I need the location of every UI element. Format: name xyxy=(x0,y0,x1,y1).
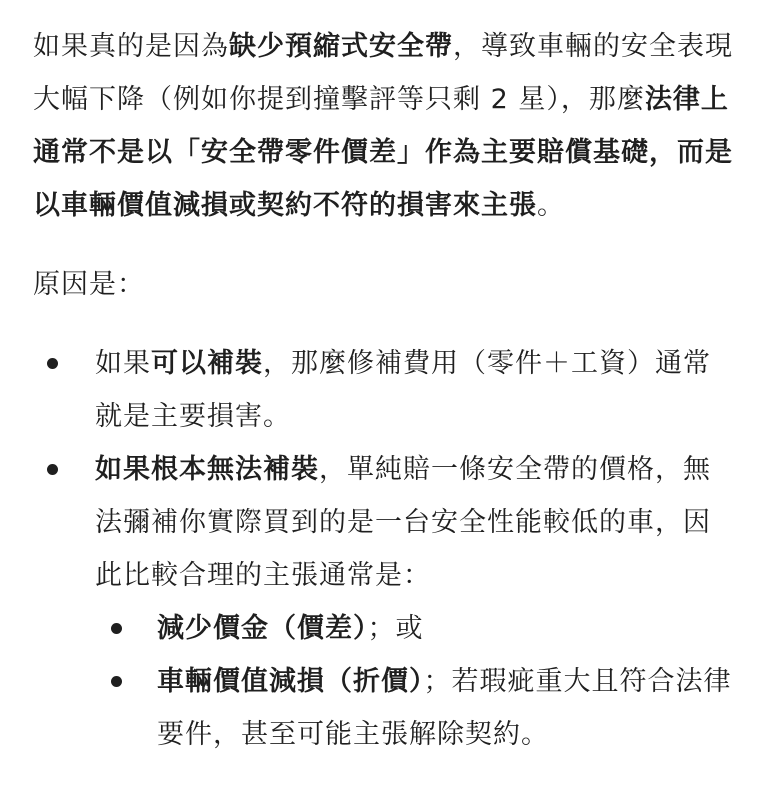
document-body xyxy=(33,20,733,761)
bullet-dot-icon xyxy=(47,464,58,475)
intro-bold-2: 法律上通常不是以「安全帶零件價差」作為主要賠償基礎，而是以車輛價值減損或契約不符的損害來主張 xyxy=(33,84,733,221)
bullet-text-2: ，單純賠一條安全帶的價格，無法彌補你實際買到的是一台安全性能較低的車，因此比較合理的主張通常是： xyxy=(95,454,711,591)
reason-heading: 原因是： xyxy=(33,269,145,300)
sub-bullet-bold: 減少價金（價差） xyxy=(157,613,368,644)
bullet-dot-icon xyxy=(111,623,122,634)
sub-bullet-bold: 車輛價值減損（折價） xyxy=(157,666,424,697)
intro-text-2: ，導致車輛的安全表現大幅下降（例如你提到撞擊評等只剩 2 星），那麼 xyxy=(33,31,733,115)
reason-list xyxy=(33,337,733,761)
list-item xyxy=(33,443,733,761)
intro-text-3: 。 xyxy=(537,190,565,221)
bullet-text-2: ，那麼修補費用（零件＋工資）通常就是主要損害。 xyxy=(95,348,711,432)
sub-list xyxy=(95,602,733,761)
intro-paragraph xyxy=(33,20,733,232)
sub-list-item xyxy=(95,602,733,655)
bullet-text-1: 如果 xyxy=(95,348,151,379)
sub-bullet-text: ；若瑕疵重大且符合法律要件，甚至可能主張解除契約。 xyxy=(157,666,732,750)
list-item xyxy=(33,337,733,443)
intro-bold-1: 缺少預縮式安全帶 xyxy=(229,31,453,62)
intro-text-1: 如果真的是因為 xyxy=(33,31,229,62)
bullet-bold-1: 如果根本無法補裝 xyxy=(95,454,319,485)
bullet-bold-1: 可以補裝 xyxy=(151,348,263,379)
sub-bullet-text: ；或 xyxy=(367,613,424,644)
bullet-dot-icon xyxy=(47,358,58,369)
sub-list-item xyxy=(95,655,733,761)
bullet-dot-icon xyxy=(111,676,122,687)
